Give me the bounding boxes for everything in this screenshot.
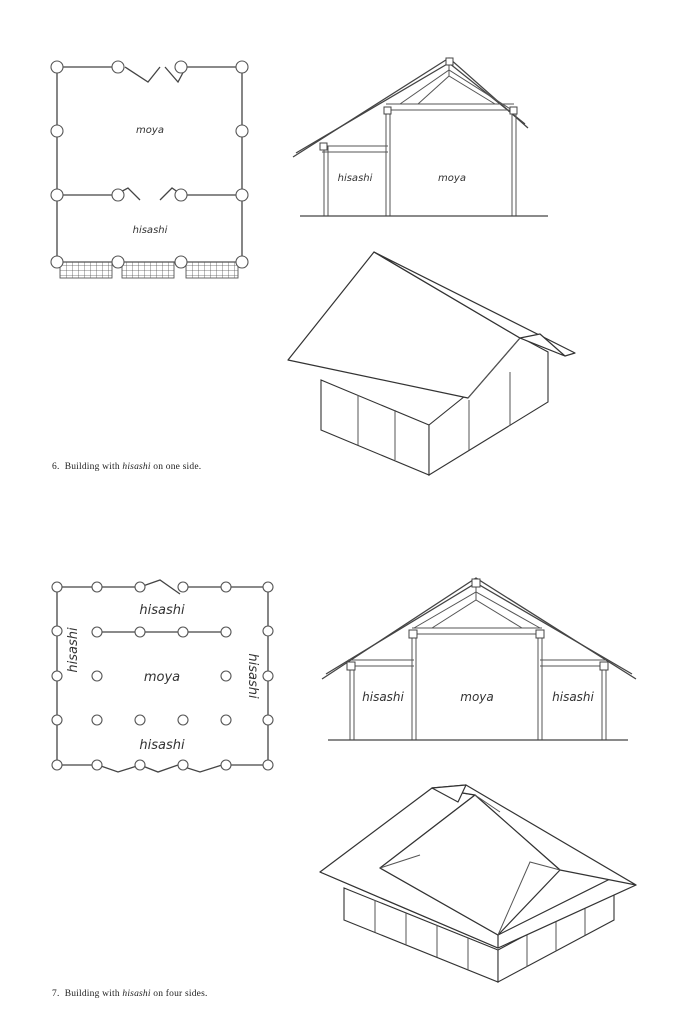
fig6-caption-prefix: Building with: [64, 462, 120, 472]
fig7-plan-label-hisashi-right: hisashi: [245, 653, 260, 699]
fig6-isometric-view: [288, 252, 575, 475]
fig7-plan-label-hisashi-left: hisashi: [66, 627, 81, 673]
fig7-plan-label-hisashi-bottom: hisashi: [139, 738, 185, 753]
fig7-floor-plan: [52, 580, 273, 772]
fig6-section-label-moya: moya: [438, 173, 466, 184]
fig7-caption-prefix: Building with: [64, 989, 120, 999]
fig7-caption-number: 7.: [52, 989, 60, 999]
fig6-plan-posts: [51, 61, 248, 268]
fig6-verandah-middle: [122, 262, 174, 278]
fig6-caption-number: 6.: [52, 462, 60, 472]
fig7-section-label-hisashi-left: hisashi: [362, 690, 404, 704]
fig6-floor-plan: [51, 61, 248, 278]
fig7-caption-suffix: on four sides.: [153, 989, 208, 999]
fig6-section-label-hisashi: hisashi: [337, 173, 373, 184]
fig7-caption: [52, 989, 208, 999]
fig6-verandah-left: [60, 262, 112, 278]
fig7-plan-label-moya: moya: [143, 670, 181, 685]
fig6-plan-label-moya: moya: [136, 125, 164, 136]
fig6-caption-term: hisashi: [122, 462, 151, 472]
fig7-section-label-hisashi-right: hisashi: [552, 690, 594, 704]
fig7-section-label-moya: moya: [460, 690, 494, 704]
fig7-cross-section: [322, 578, 636, 740]
fig7-isometric-view: [320, 785, 636, 982]
fig7-plan-label-hisashi-top: hisashi: [139, 603, 185, 618]
fig6-caption-suffix: on one side.: [153, 462, 202, 472]
fig6-verandah-right: [186, 262, 238, 278]
fig6-caption: [52, 462, 201, 472]
fig6-cross-section: [293, 58, 548, 216]
fig6-plan-label-hisashi: hisashi: [132, 225, 168, 236]
fig7-caption-term: hisashi: [122, 989, 151, 999]
